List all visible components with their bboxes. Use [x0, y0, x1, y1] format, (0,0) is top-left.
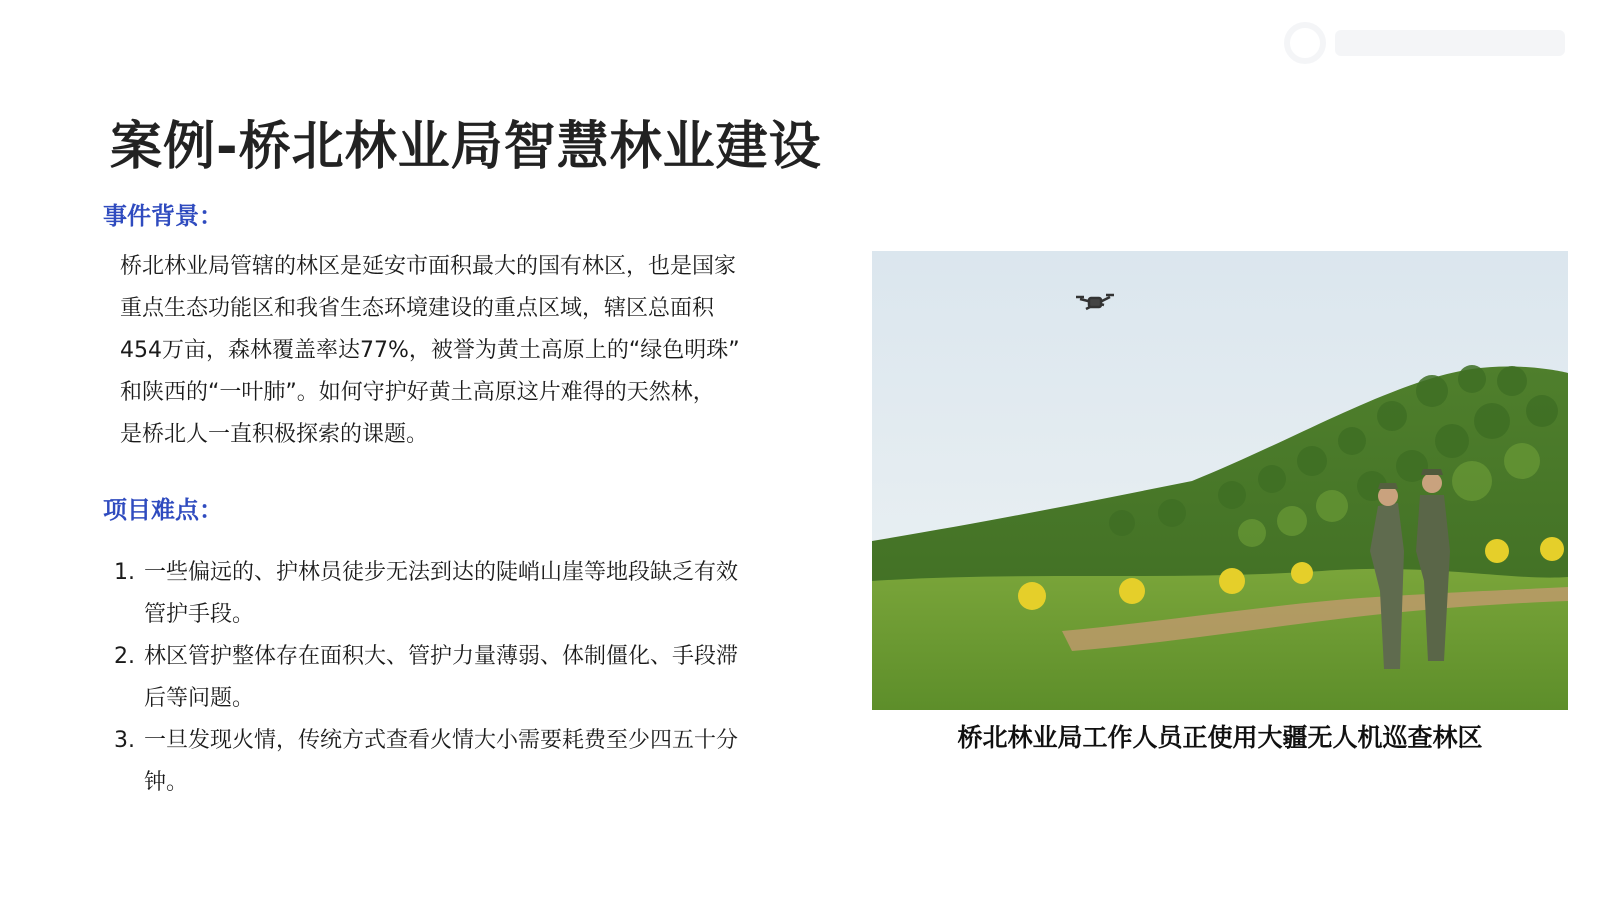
list-item-line: 后等问题。 — [144, 686, 255, 711]
background-heading: 事件背景： — [103, 202, 223, 230]
background-line: 和陕西的“一叶肺”。如何守护好黄土高原这片难得的天然林， — [120, 380, 715, 405]
list-item — [114, 552, 814, 636]
list-item — [114, 636, 814, 720]
list-item-text — [144, 720, 738, 804]
background-line: 454万亩，森林覆盖率达77%，被誉为黄土高原上的“绿色明珠” — [120, 338, 740, 363]
list-item — [114, 720, 814, 804]
background-line: 是桥北人一直积极探索的课题。 — [120, 422, 429, 447]
list-item-line: 管护手段。 — [144, 602, 255, 627]
list-item-line: 一些偏远的、护林员徒步无法到达的陡峭山崖等地段缺乏有效 — [144, 560, 739, 585]
page-title: 案例-桥北林业局智慧林业建设 — [110, 117, 822, 177]
list-item-text — [144, 552, 738, 636]
difficulties-list — [114, 552, 814, 804]
list-item-number: 1. — [114, 560, 135, 585]
list-item-line: 林区管护整体存在面积大、管护力量薄弱、体制僵化、手段滞 — [144, 644, 739, 669]
difficulties-heading: 项目难点： — [103, 496, 223, 524]
list-item-line: 一旦发现火情，传统方式查看火情大小需要耗费至少四五十分 — [144, 728, 739, 753]
drone-patrol-photo — [872, 251, 1568, 710]
background-paragraph — [120, 246, 820, 456]
background-line: 重点生态功能区和我省生态环境建设的重点区域，辖区总面积 — [120, 296, 715, 321]
photo-caption: 桥北林业局工作人员正使用大疆无人机巡查林区 — [957, 723, 1483, 752]
list-item-text — [144, 636, 738, 720]
list-item-line: 钟。 — [144, 770, 189, 795]
list-item-number: 2. — [114, 644, 135, 669]
forest-scene-illustration — [872, 251, 1568, 710]
background-line: 桥北林业局管辖的林区是延安市面积最大的国有林区，也是国家 — [120, 254, 737, 279]
watermark-logo-icon — [1280, 18, 1580, 68]
list-item-number: 3. — [114, 728, 135, 753]
